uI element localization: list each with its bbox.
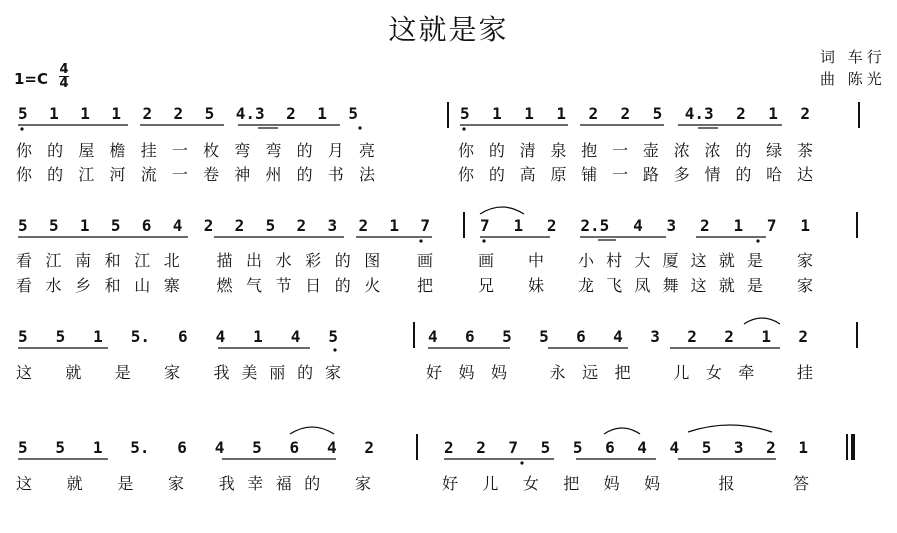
system-2-lyrics-1-right: 画 中 小村大厦这就是 家 [478, 251, 814, 270]
system-2-lyrics-2-left: 看水乡和山寨 燃气节日的火 把 [16, 276, 434, 295]
system-2-lyrics-2-right: 兄 妹 龙飞凤舞这就是 家 [478, 276, 814, 295]
low-octave-dot [419, 239, 422, 242]
low-octave-dot [462, 127, 465, 130]
system-1-notes-left: 5 1 1 1 2 2 5 4.3 2 1 5 [18, 104, 358, 123]
low-octave-dot [333, 348, 336, 351]
low-octave-dot [520, 461, 523, 464]
system-3-notes-left: 5 5 1 5. 6 4 1 4 5 [18, 327, 338, 346]
system-4-lyrics-left: 这 就 是 家 我幸福的 家 [16, 474, 372, 493]
key-signature: 1=C [14, 70, 49, 88]
time-signature-bottom: 4 [59, 76, 69, 91]
system-4-notes-left: 5 5 1 5. 6 4 5 6 4 2 [18, 438, 374, 457]
system-3-lyrics-right: 好妈妈 永远把 儿女牵 挂 [426, 363, 814, 382]
slur [290, 427, 334, 434]
system-1-lyrics-1-left: 你的屋檐挂一枚弯弯的月亮 [16, 141, 376, 160]
low-octave-dot [358, 126, 361, 129]
system-2-notes-right: 7 1 2 2.5 4 3 2 1 7 1 [480, 216, 810, 235]
slur [480, 207, 524, 214]
song-title: 这就是家 [388, 13, 509, 46]
lyricist-credit: 词 车行 [820, 48, 886, 66]
system-1-lyrics-2-right: 你的高原铺一路多情的哈达 [458, 165, 814, 184]
slur [744, 318, 780, 324]
system-1-lyrics-1-right: 你的清泉抱一壶浓浓的绿茶 [458, 141, 814, 160]
low-octave-dot [482, 239, 485, 242]
system-3-lyrics-left: 这 就 是 家 我美丽的家 [16, 363, 342, 382]
system-4-lyrics-right: 好儿女把妈妈 报 答 [442, 474, 810, 493]
slur [688, 425, 772, 432]
composer-credit: 曲 陈光 [820, 70, 886, 88]
system-2-notes-left: 5 5 1 5 6 4 2 2 5 2 3 2 1 7 [18, 216, 430, 235]
system-4-notes-right: 2 2 7 5 5 6 4 4 5 3 2 1 [444, 438, 808, 457]
low-octave-dot [756, 239, 759, 242]
time-signature-top: 4 [59, 62, 69, 77]
system-1-lyrics-2-left: 你的江河流一卷神州的书法 [16, 165, 376, 184]
low-octave-dot [20, 127, 23, 130]
system-2-lyrics-1-left: 看江南和江北 描出水彩的图 画 [16, 251, 434, 270]
system-3-notes-right: 4 6 5 5 6 4 3 2 2 1 2 [428, 327, 808, 346]
system-1-notes-right: 5 1 1 1 2 2 5 4.3 2 1 2 [460, 104, 810, 123]
slur [604, 428, 640, 434]
